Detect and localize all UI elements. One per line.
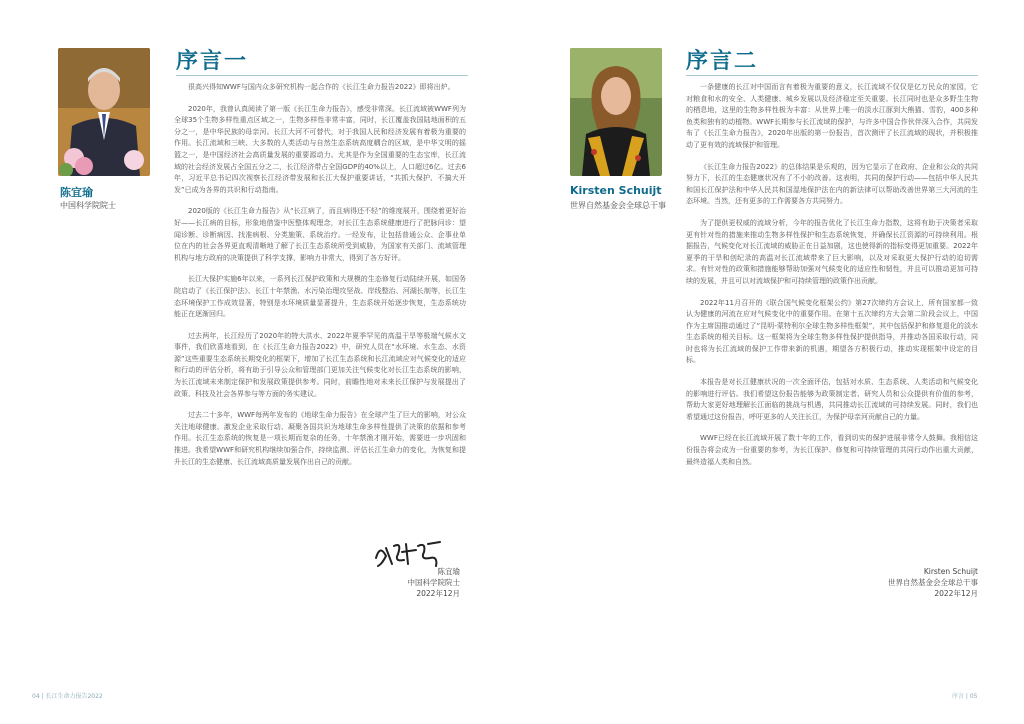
paragraph: 过去二十多年，WWF每两年发布的《地球生命力报告》在全球产生了巨大的影响，对公众关注地球健康、激发企业采取行动、凝聚各国共识为地球生命多样性提供了决策的依据和参考作用。长江生态系统的恢复是一项长期而复杂的任务，十年禁渔才刚开始，需要进一步巩固和推进。我希望WWF和研究机构继续加强合作，持续监测、评估长江生命力的变化，为恢复和提升长江的生态健康、长江流域高质量发展作出自己的贡献。 [174,411,466,466]
signature-block [852,566,978,599]
paragraph: 一条健康的长江对中国而言有着极为重要的意义，长江流域不仅仅是亿万民众的家园，它对粮食和水的安全、人类健康、城乡发展以及经济稳定至关重要。长江同时也是众多野生生物的栖息地，这里的生物多样性极为丰富：从世界上唯一的淡水江豚到大熊猫、雪豹，400多种鱼类和独有的动植物。WWF长期参与长江流域的保护，与许多中国合作伙伴深入合作，共同发布了《长江生命力报告》，2020年出版的第一份报告，首次测评了长江流域的现状，并积极推动了更有效的流域保护和管理。 [686,83,978,149]
sign-date: 2022年12月 [416,589,460,598]
right-page [512,0,1024,724]
page-title: 序言二 [686,49,759,74]
paragraph: 《长江生命力报告2022》的总体结果是乐观的，因为它显示了在政府、企业和公众的共同努力下，长江的生态健康状况有了不小的改善。这表明，共同的保护行动——包括中华人民共和国长江保护法和中华人民共和国湿地保护法在内的新法律可以帮助改善世界第三大河流的生态环境。当然，还有更多的工作需要各方共同努力。 [686,162,978,206]
paragraph: WWF已经在长江流域开展了数十年的工作，看到切实的保护进展非常令人鼓舞。我相信这份报告将会成为一份重要的参考，为长江保护、修复和可持续管理的共同行动作出重大贡献，最终造福人类和自然。 [686,434,978,466]
author-title: 中国科学院院士 [60,201,116,210]
paragraph: 2020年，我曾认真阅读了第一版《长江生命力报告》，感受非常深。长江流域被WWF列为全球35个生物多样性重点区域之一，生物多样性非常丰富，同时，长江覆盖我国陆地面积的五分之一，是中华民族的母亲河。长江大河不可替代，对于我国人民和经济发展有着极为重要的作用。长江流域和三峡、大多数的人类活动与自然生态系统高度耦合的区域，是中华文明的摇篮之一，是中国经济社会高质量发展的重要源动力。尤其是作为全国重要的生态宝库，长江流域的社会经济发展占全国五分之二，长江经济带占全国GDP的40%以上，人口超过6亿。过去6年，习近平总书记四次视察长江经济带发展和长江大保护重要讲话，“共抓大保护、不搞大开发”已成为各界的共识和行动指南。 [174,104,466,194]
preface-body [174,82,466,478]
sign-title: 中国科学院院士 [407,578,460,587]
paragraph: 过去两年，长江经历了2020年的特大洪水、2022年夏季罕见的高温干旱等极端气候水文事件，我们欣喜地看到，在《长江生命力报告2022》中，研究人员在“水环境、水生态、水资源”这些重要生态系统长期变化的框架下，增加了长江生态系统和长江流域应对气候变化的适应和行动的评估分析，将有助于引导公众和管理部门更加关注气候变化对长江生态系统的影响，为长江流域未来制定保护和发展政策提供参考。同时，前瞻性地对未来长江保护与发展提出了政策、科技及社会各界参与等方面的务实建议。 [174,331,466,398]
sign-name: 陈宜瑜 [437,567,460,576]
author-name: 陈宜瑜 [60,186,93,199]
title-rule [686,75,978,76]
sign-name: Kirsten Schuijt [923,567,978,576]
title-rule [176,75,468,76]
sign-title: 世界自然基金会全球总干事 [888,578,978,587]
paragraph: 长江大保护实施6年以来，一系列长江保护政策和大规模的生态修复行动陆续开展，如国务院启动了《长江保护法》、长江十年禁渔、水污染治理攻坚战、岸线整治、河湖长制等，长江生态环境保护工作成效显著，特别是水环境质量显著提升，生态系统开始逐步恢复，生态系统功能正在逐渐回归。 [174,275,466,319]
sign-date: 2022年12月 [934,589,978,598]
paragraph: 2020版的《长江生命力报告》从“长江病了，而且病得还不轻”的维度展开，围绕着更好治好——长江病的目标，形象地借鉴中医整体观理念，对长江生态系统健康进行了把脉问诊：望闻诊断、诊断病因、找准病根、分类施策、系统治疗。一经发布，让包括普通公众、企事业单位在内的社会各界更直观清晰地了解了长江生态系统所受到威胁，为国家有关部门、流域管理机构与地方政府的决策提供了科学支撑，影响力非常大，得到了各方好评。 [174,207,466,262]
author-photo-schuijt [570,48,662,176]
page-footer: 04 | 长江生命力报告2022 [32,693,103,700]
paragraph: 很高兴得知WWF与国内众多研究机构一起合作的《长江生命力报告2022》即将出炉。 [188,83,455,91]
signature-block [360,566,460,599]
author-title: 世界自然基金会全球总干事 [570,201,666,210]
preface-body [686,82,978,478]
paragraph: 2022年11月召开的《联合国气候变化框架公约》第27次缔约方会议上，所有国家都一致认为健康的河流在应对气候变化中的重要作用。在第十五次缔约方大会第二阶段会议上，中国作为主席国推动通过了“昆明-蒙特利尔全球生物多样性框架”，其中包括保护和修复退化的淡水生态系统的相关目标。这一框架将为全球生物多样性保护提供指导，并推动各国采取行动，同时也将为长江流域的保护工作带来新的机遇，期望各方积极行动，推动实现框架中设定的目标。 [686,298,978,365]
author-name: Kirsten Schuijt [570,184,662,197]
page-title: 序言一 [176,49,249,74]
author-photo-chen [58,48,150,176]
paragraph: 本报告是对长江健康状况的一次全面评估，包括对水质、生态系统、人类活动和气候变化的影响进行评估。我们希望这份报告能够为政策制定者、研究人员和公众提供有价值的参考，帮助大家更好地理解长江面临的挑战与机遇，共同推动长江流域的可持续发展。同时，我们也希望通过这份报告，呼吁更多的人关注长江，为保护母亲河贡献自己的力量。 [686,378,978,421]
paragraph: 为了提供更权威的流域分析，今年的报告优化了长江生命力指数，这将有助于决策者采取更有针对性的措施来推动生物多样性保护和生态系统恢复，并确保长江资源的可持续利用。根据报告，气候变化对长江流域的威胁正在日益加剧，这也使得新的指标变得更加重要。2022年夏季的干旱和创纪录的高温对长江流域带来了巨大影响，以及对采取更大保护行动的迫切需求。有针对性的政策和措施能够帮助加强对气候变化的适应性和韧性，并且可以推动更加可持续的发展，并且可以对流域保护和可持续管理的政策作出贡献。 [686,218,978,285]
page-footer: 序言 | 05 [952,693,978,700]
